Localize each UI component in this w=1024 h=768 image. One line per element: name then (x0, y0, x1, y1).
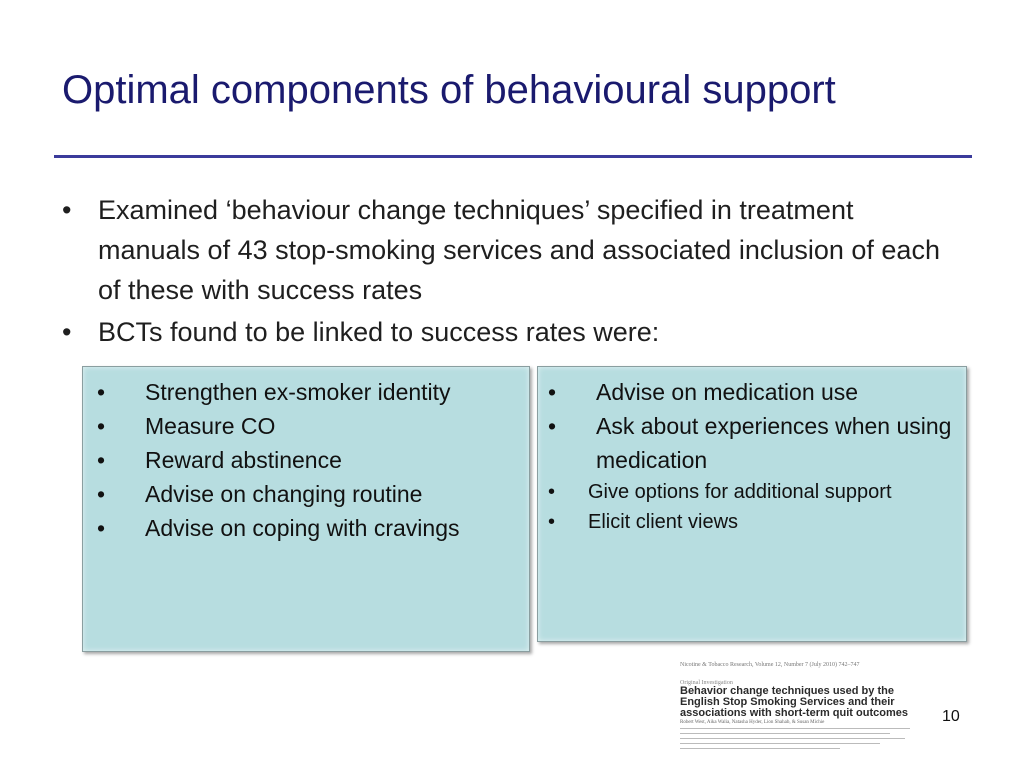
bct-item (548, 375, 964, 409)
bullet-icon: • (97, 515, 106, 541)
paper-text-line (680, 733, 890, 734)
bullet-icon: • (548, 379, 557, 405)
bct-list-left (97, 375, 523, 545)
bct-item (548, 409, 964, 477)
bullet-icon: • (62, 317, 72, 347)
bullet-icon: • (62, 195, 72, 225)
bct-item-text: Elicit client views (588, 511, 739, 533)
bullet-icon: • (97, 447, 106, 473)
bct-item (97, 511, 523, 545)
paper-journal: Nicotine & Tobacco Research, Volume 12, Number 7 (July 2010) 742–747 (680, 662, 860, 668)
paper-authors: Robert West, Aika Walia, Natasha Hyder, Lion Shahab, & Susan Michie (680, 720, 825, 725)
bullet-icon: • (548, 511, 556, 533)
bct-item-text: Measure CO (145, 413, 276, 439)
main-bullet-text: BCTs found to be linked to success rates were: (98, 317, 660, 347)
bct-item (97, 477, 523, 511)
bullet-icon: • (548, 413, 557, 439)
main-bullet-item (60, 190, 960, 310)
title-underline (54, 155, 972, 158)
main-bullet-list (60, 190, 960, 354)
paper-section: Original Investigation (680, 680, 733, 686)
main-bullet-text: Examined ‘behaviour change techniques’ specified in treatment manuals of 43 stop-smoking services and associated inclusion of each of these with success rates (98, 195, 940, 305)
bct-item-text: Advise on medication use (596, 379, 859, 405)
bct-item (97, 409, 523, 443)
bct-item-text: Advise on changing routine (145, 481, 423, 507)
bct-item (97, 443, 523, 477)
paper-text-line (680, 738, 905, 739)
bullet-icon: • (97, 379, 106, 405)
page-number: 10 (942, 708, 960, 725)
paper-text-line (680, 728, 910, 729)
bullet-icon: • (97, 413, 106, 439)
bullet-icon: • (548, 481, 556, 503)
bct-item (548, 477, 964, 507)
bct-box-right (537, 366, 967, 642)
paper-title: Behavior change techniques used by the English Stop Smoking Services and their associations with short-term quit outcomes (680, 685, 908, 719)
bct-item (97, 375, 523, 409)
paper-text-line (680, 743, 880, 744)
bct-box-left (82, 366, 530, 652)
bct-item-text: Reward abstinence (145, 447, 342, 473)
paper-text-line (680, 748, 840, 749)
bct-item-text: Ask about experiences when using medication (596, 413, 952, 473)
bct-item-text: Strengthen ex-smoker identity (145, 379, 451, 405)
bct-item-text: Advise on coping with cravings (145, 515, 460, 541)
bct-item-text: Give options for additional support (588, 481, 892, 503)
bullet-icon: • (97, 481, 106, 507)
bct-item (548, 507, 964, 537)
bct-list-right (548, 375, 964, 537)
paper-thumbnail (676, 658, 926, 754)
slide-title: Optimal components of behavioural support (62, 68, 836, 112)
main-bullet-item (60, 312, 960, 352)
